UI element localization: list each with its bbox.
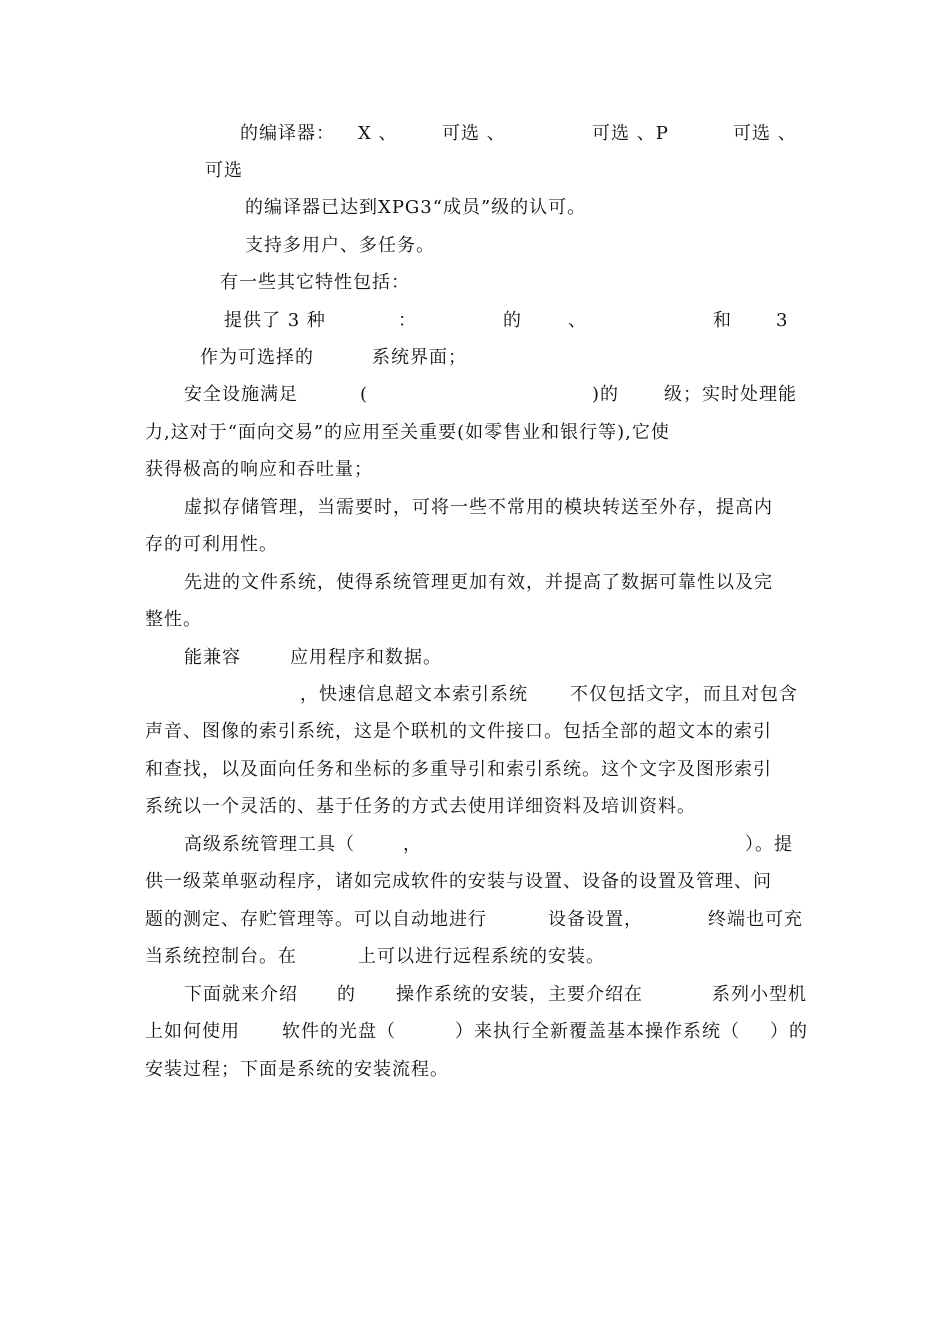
interface-line <box>0 346 950 370</box>
install-intro-line-part: 下面就来介绍 <box>184 984 298 1005</box>
install-intro-line-3: 安装过程；下面是系统的安装流程。 <box>145 1059 449 1080</box>
security-line-part: 安全设施满足 <box>184 384 298 405</box>
install-intro-line-1 <box>0 983 950 1007</box>
file-system-line-2: 整性。 <box>145 609 202 630</box>
admin-tools-line-part: ， <box>403 834 422 855</box>
install-intro-line-part: 上如何使用 <box>145 1021 240 1042</box>
compiler-line-part: X 、 <box>358 123 398 144</box>
install-intro-line-part: ）来执行全新覆盖基本操作系统（ <box>455 1021 740 1042</box>
security-line-1 <box>0 383 950 407</box>
admin-tools-line-part: ）。提 <box>745 834 793 855</box>
hypertext-line-2: 声音、图像的索引系统，这是个联机的文件接口。包括全部的超文本的索引 <box>145 721 772 742</box>
hypertext-line-3: 和查找，以及面向任务和坐标的多重导引和索引系统。这个文字及图形索引 <box>145 759 772 780</box>
install-intro-line-part: 软件的光盘（ <box>282 1021 396 1042</box>
security-line-part: 级；实时处理能 <box>664 384 797 405</box>
install-intro-line-part: 系列小型机 <box>712 984 807 1005</box>
interface-line-part: 作为可选择的 <box>200 347 314 368</box>
admin-tools-line-part: 题的测定、存贮管理等。可以自动地进行 <box>145 909 487 930</box>
xpg3-line: 的编译器已达到XPG3“成员”级的认可。 <box>245 197 587 218</box>
provides-line-part: 和 <box>713 310 732 331</box>
security-line-part: )的 <box>592 384 620 405</box>
compiler-line-part: 可选 、 <box>733 123 797 144</box>
compat-line-part: 能兼容 <box>184 647 241 668</box>
file-system-line-1: 先进的文件系统，使得系统管理更加有效，并提高了数据可靠性以及完 <box>184 572 773 593</box>
compat-line <box>0 646 950 670</box>
install-intro-line-part: 的 <box>337 984 356 1005</box>
multiuser-line: 支持多用户、多任务。 <box>245 235 435 256</box>
provides-line-part: 的 <box>503 310 522 331</box>
hypertext-line-part: 不仅包括文字，而且对包含 <box>570 684 798 705</box>
install-intro-line-part: ）的 <box>770 1021 808 1042</box>
admin-tools-line-3 <box>0 908 950 932</box>
provides-line-part: 、 <box>568 310 587 331</box>
install-intro-line-part: 操作系统的安装，主要介绍在 <box>396 984 643 1005</box>
provides-line-part: 提供了 3 种 <box>224 310 326 331</box>
admin-tools-line-part: 高级系统管理工具（ <box>184 834 355 855</box>
admin-tools-line-part: 上可以进行远程系统的安装。 <box>358 946 605 967</box>
compat-line-part: 应用程序和数据。 <box>290 647 442 668</box>
install-intro-line-2 <box>0 1020 950 1044</box>
compiler-line-part: 可选 、P <box>592 123 669 144</box>
provides-line <box>0 309 950 333</box>
compiler-line <box>0 122 950 146</box>
security-line-part: ( <box>360 384 369 405</box>
compiler-line-wrap: 可选 <box>205 160 243 181</box>
admin-tools-line-4 <box>0 945 950 969</box>
virtual-memory-line-1: 虚拟存储管理，当需要时，可将一些不常用的模块转送至外存，提高内 <box>184 497 773 518</box>
provides-line-part: 3 <box>776 310 789 331</box>
admin-tools-line-part: 设备设置， <box>548 909 643 930</box>
admin-tools-line-1 <box>0 833 950 857</box>
admin-tools-line-2: 供一级菜单驱动程序，诸如完成软件的安装与设置、设备的设置及管理、问 <box>145 871 772 892</box>
admin-tools-line-part: 终端也可充 <box>708 909 803 930</box>
provides-line-part: ： <box>398 310 417 331</box>
compiler-line-part: 的编译器： <box>240 123 335 144</box>
hypertext-line-1 <box>0 683 950 707</box>
hypertext-line-part: ，快速信息超文本索引系统 <box>300 684 528 705</box>
interface-line-part: 系统界面； <box>372 347 467 368</box>
compiler-line-part: 可选 、 <box>442 123 506 144</box>
admin-tools-line-part: 当系统控制台。在 <box>145 946 297 967</box>
security-line-2: 力,这对于“面向交易”的应用至关重要(如零售业和银行等),它使 <box>145 422 670 443</box>
hypertext-line-4: 系统以一个灵活的、基于任务的方式去使用详细资料及培训资料。 <box>145 796 696 817</box>
virtual-memory-line-2: 存的可利用性。 <box>145 534 278 555</box>
other-features-line: 有一些其它特性包括： <box>220 272 410 293</box>
security-line-3: 获得极高的响应和吞吐量； <box>145 459 373 480</box>
